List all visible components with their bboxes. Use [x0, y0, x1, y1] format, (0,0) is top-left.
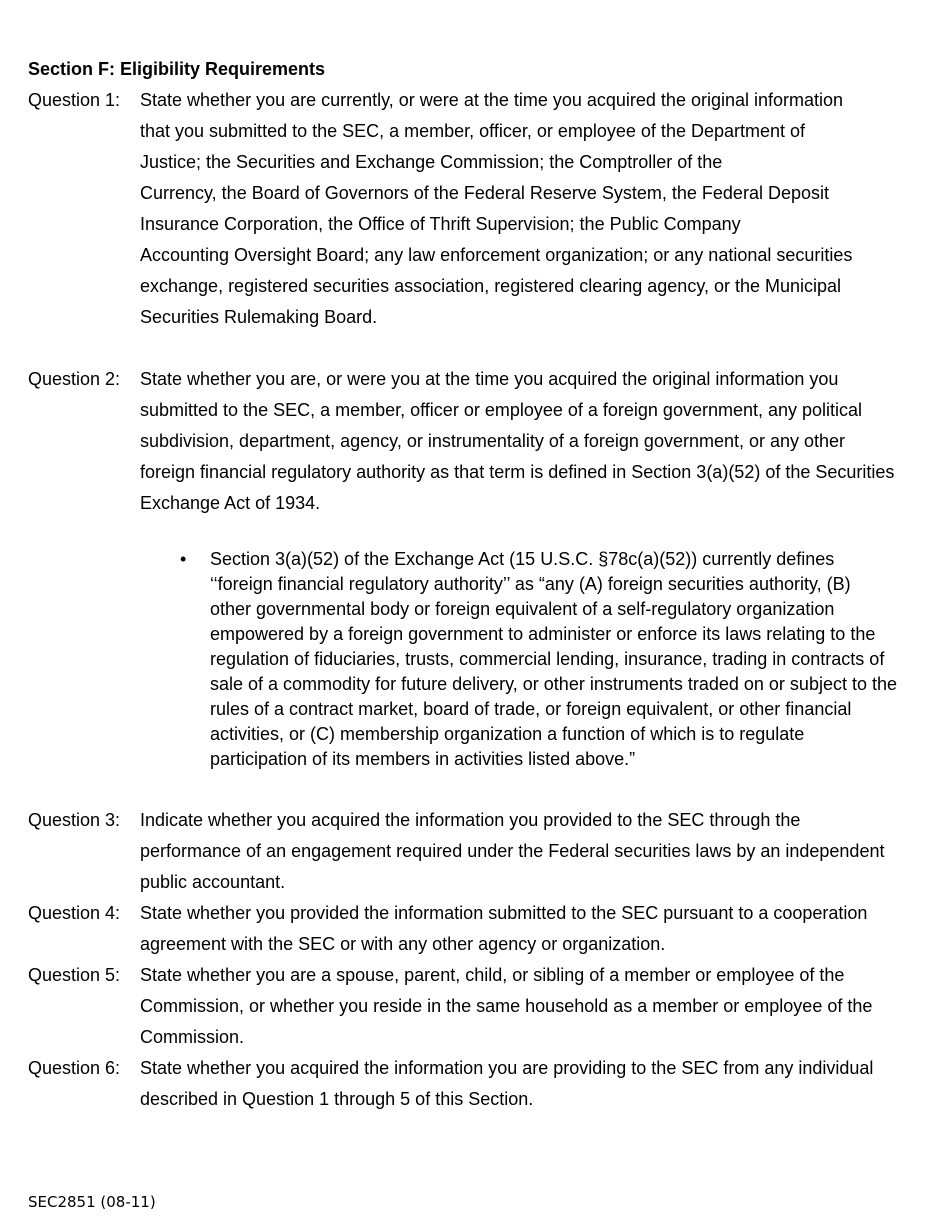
text-line: Accounting Oversight Board; any law enforcement organization; or any national securities — [140, 245, 853, 265]
question-label: Question 1: — [28, 90, 121, 110]
form-number-footer: SEC2851 (08-11) — [28, 1193, 156, 1211]
text-line: foreign financial regulatory authority as that term is defined in Section 3(a)(52) of the Securities — [140, 462, 895, 482]
text-line: State whether you are, or were you at the time you acquired the original information you — [140, 369, 839, 389]
question-text — [140, 898, 928, 960]
question-label: Question 4: — [28, 903, 121, 923]
text-line: State whether you are a spouse, parent, child, or sibling of a member or employee of the — [140, 965, 845, 985]
text-line: that you submitted to the SEC, a member, officer, or employee of the Department of — [140, 121, 806, 141]
definition-bullet — [180, 547, 930, 772]
question-text — [140, 960, 928, 1053]
question-label: Question 6: — [28, 1058, 121, 1078]
question-label: Question 3: — [28, 810, 121, 830]
question-6 — [28, 1053, 928, 1115]
question-text — [140, 805, 928, 898]
text-line: rules of a contract market, board of trade, or foreign equivalent, or other financial — [210, 699, 852, 719]
text-line: sale of a commodity for future delivery, or other instruments traded on or subject to the — [210, 674, 897, 694]
text-line: participation of its members in activities listed above.” — [210, 749, 636, 769]
text-line: submitted to the SEC, a member, officer or employee of a foreign government, any political — [140, 400, 863, 420]
text-line: Section 3(a)(52) of the Exchange Act (15 U.S.C. §78c(a)(52)) currently defines — [210, 549, 835, 569]
question-2 — [28, 364, 928, 519]
question-text — [140, 85, 928, 333]
text-line: ‘‘foreign financial regulatory authority’’ as “any (A) foreign securities authority, (B) — [210, 574, 851, 594]
text-line: State whether you acquired the information you are providing to the SEC from any individual — [140, 1058, 874, 1078]
question-1 — [28, 85, 928, 333]
text-line: Securities Rulemaking Board. — [140, 307, 378, 327]
text-line: public accountant. — [140, 872, 286, 892]
text-line: described in Question 1 through 5 of this Section. — [140, 1089, 534, 1109]
text-line: Currency, the Board of Governors of the Federal Reserve System, the Federal Deposit — [140, 183, 829, 203]
text-line: subdivision, department, agency, or instrumentality of a foreign government, or any other — [140, 431, 846, 451]
text-line: Justice; the Securities and Exchange Commission; the Comptroller of the — [140, 152, 723, 172]
question-text — [140, 364, 928, 519]
question-3 — [28, 805, 928, 898]
text-line: regulation of fiduciaries, trusts, commercial lending, insurance, trading in contracts of — [210, 649, 885, 669]
text-line: State whether you are currently, or were at the time you acquired the original information — [140, 90, 844, 110]
section-title: Section F: Eligibility Requirements — [28, 59, 326, 79]
question-label: Question 5: — [28, 965, 121, 985]
bullet-text — [210, 547, 930, 772]
text-line: State whether you provided the information submitted to the SEC pursuant to a cooperation — [140, 903, 868, 923]
question-text — [140, 1053, 928, 1115]
text-line: Exchange Act of 1934. — [140, 493, 321, 513]
bullet-icon: • — [180, 549, 187, 569]
text-line: empowered by a foreign government to administer or enforce its laws relating to the — [210, 624, 876, 644]
text-line: exchange, registered securities association, registered clearing agency, or the Municipal — [140, 276, 842, 296]
text-line: Commission, or whether you reside in the same household as a member or employee of the — [140, 996, 873, 1016]
text-line: Commission. — [140, 1027, 245, 1047]
question-label: Question 2: — [28, 369, 121, 389]
question-5 — [28, 960, 928, 1053]
text-line: other governmental body or foreign equivalent of a self-regulatory organization — [210, 599, 835, 619]
text-line: Indicate whether you acquired the information you provided to the SEC through the — [140, 810, 801, 830]
text-line: performance of an engagement required under the Federal securities laws by an independent — [140, 841, 885, 861]
text-line: agreement with the SEC or with any other agency or organization. — [140, 934, 666, 954]
text-line: Insurance Corporation, the Office of Thrift Supervision; the Public Company — [140, 214, 741, 234]
question-4 — [28, 898, 928, 960]
text-line: activities, or (C) membership organization a function of which is to regulate — [210, 724, 805, 744]
